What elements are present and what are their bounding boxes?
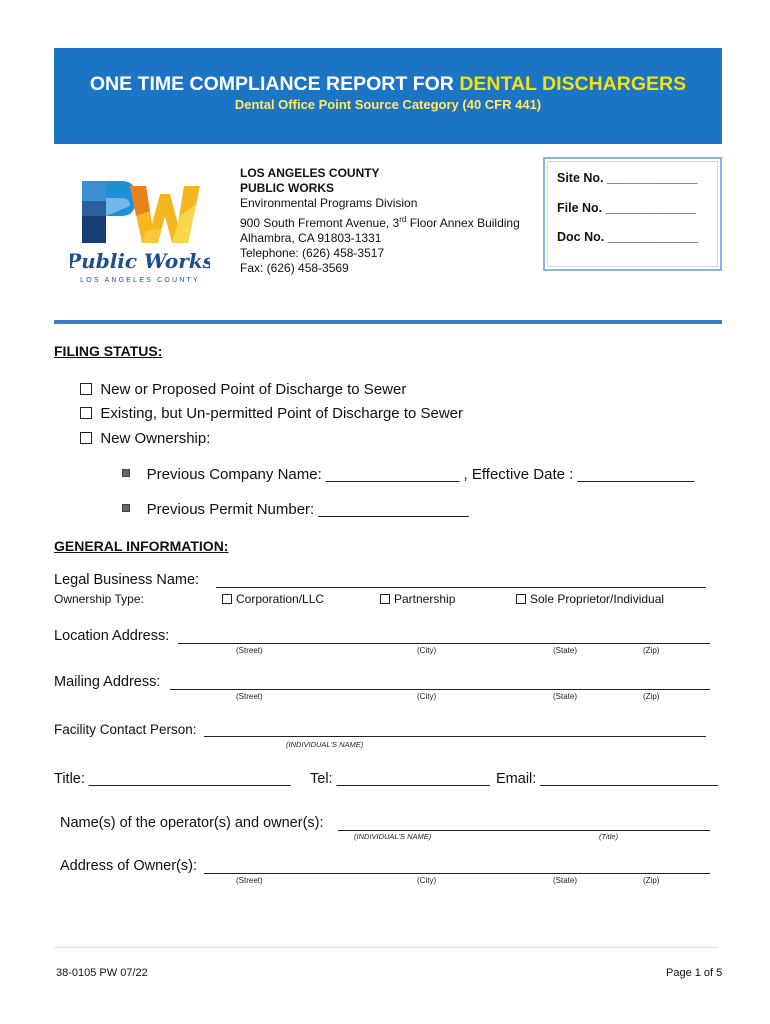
logo-wordmark: Public Works <box>70 249 210 273</box>
form-number: 38-0105 PW 07/22 <box>56 967 148 979</box>
checkbox-partnership[interactable] <box>380 594 390 604</box>
checkbox-corporation[interactable] <box>222 594 232 604</box>
operator-owner-names-input[interactable] <box>338 830 710 831</box>
mailing-address-input[interactable] <box>170 689 710 690</box>
doc-no-field[interactable]: Doc No. _____________ <box>557 230 699 244</box>
ownership-sole-proprietor[interactable]: Sole Proprietor/Individual <box>516 592 664 606</box>
mailing-address-label: Mailing Address: <box>54 674 161 690</box>
owner-individual-name-caption: (INDIVIDUAL'S NAME) <box>354 832 432 841</box>
facility-contact-input[interactable] <box>204 736 706 737</box>
title-banner <box>54 48 722 144</box>
agency-line6: Telephone: (626) 458-3517 <box>240 246 385 261</box>
owner-city-caption: (City) <box>417 876 437 885</box>
operator-owner-names-label: Name(s) of the operator(s) and owner(s): <box>60 815 324 831</box>
filing-option-new-ownership[interactable]: New Ownership: <box>80 430 210 447</box>
mailing-state-caption: (State) <box>553 692 578 701</box>
location-address-label: Location Address: <box>54 628 170 644</box>
office-use-box <box>543 157 722 271</box>
site-no-field[interactable]: Site No. _____________ <box>557 171 698 185</box>
ownership-type-label: Ownership Type: <box>54 592 144 606</box>
checkbox-sole-proprietor[interactable] <box>516 594 526 604</box>
ownership-corporation[interactable]: Corporation/LLC <box>222 592 324 606</box>
section-divider <box>54 320 722 324</box>
mailing-city-caption: (City) <box>417 692 437 701</box>
owner-address-input[interactable] <box>204 873 710 874</box>
location-street-caption: (Street) <box>236 646 263 655</box>
owner-title-caption: (Title) <box>599 832 619 841</box>
location-address-input[interactable] <box>178 643 710 644</box>
ownership-partnership[interactable]: Partnership <box>380 592 455 606</box>
bullet-icon <box>122 504 130 512</box>
filing-option-existing[interactable]: Existing, but Un-permitted Point of Discharge to Sewer <box>80 405 463 422</box>
legal-name-label: Legal Business Name: <box>54 572 200 588</box>
legal-name-input[interactable] <box>216 587 706 588</box>
page-number: Page 1 of 5 <box>666 967 723 979</box>
logo-tagline: LOS ANGELES COUNTY <box>80 277 200 284</box>
filing-status-heading: FILING STATUS: <box>54 343 163 359</box>
bullet-icon <box>122 469 130 477</box>
agency-address <box>240 166 520 276</box>
location-state-caption: (State) <box>553 646 578 655</box>
filing-option-new[interactable]: New or Proposed Point of Discharge to Sewer <box>80 381 406 398</box>
file-no-field[interactable]: File No. _____________ <box>557 201 696 215</box>
report-title-highlight: DENTAL DISCHARGERS <box>459 73 687 95</box>
public-works-logo <box>70 176 210 291</box>
owner-state-caption: (State) <box>553 876 578 885</box>
title-field[interactable]: Title: _________________________ <box>54 771 291 787</box>
email-field[interactable]: Email: ______________________ <box>496 771 718 787</box>
agency-line5: Alhambra, CA 91803-1331 <box>240 230 382 245</box>
mailing-street-caption: (Street) <box>236 692 263 701</box>
agency-line4: 900 South Fremont Avenue, 3rd Floor Annex Building <box>240 214 520 230</box>
owner-zip-caption: (Zip) <box>643 876 660 885</box>
owner-address-label: Address of Owner(s): <box>60 858 197 874</box>
general-info-heading: GENERAL INFORMATION: <box>54 538 229 554</box>
previous-company-field[interactable]: Previous Company Name: ________________ , Effective Date : ______________ <box>122 466 694 483</box>
report-subtitle: Dental Office Point Source Category (40 CFR 441) <box>234 97 542 112</box>
checkbox-new[interactable] <box>80 383 92 395</box>
agency-line7: Fax: (626) 458-3569 <box>240 261 349 276</box>
agency-line3: Environmental Programs Division <box>240 196 418 211</box>
tel-field[interactable]: Tel: ___________________ <box>310 771 490 787</box>
footer-divider <box>54 947 718 948</box>
owner-street-caption: (Street) <box>236 876 263 885</box>
agency-line2: PUBLIC WORKS <box>240 181 334 196</box>
location-zip-caption: (Zip) <box>643 646 660 655</box>
checkbox-new-ownership[interactable] <box>80 432 92 444</box>
previous-permit-field[interactable]: Previous Permit Number: __________________ <box>122 501 469 518</box>
location-city-caption: (City) <box>417 646 437 655</box>
checkbox-existing[interactable] <box>80 407 92 419</box>
facility-contact-label: Facility Contact Person: <box>54 722 197 737</box>
agency-line1: LOS ANGELES COUNTY <box>240 166 380 180</box>
report-title: ONE TIME COMPLIANCE REPORT FOR DENTAL DISCHARGERS <box>89 73 687 95</box>
mailing-zip-caption: (Zip) <box>643 692 660 701</box>
individual-name-caption: (INDIVIDUAL'S NAME) <box>286 740 364 749</box>
